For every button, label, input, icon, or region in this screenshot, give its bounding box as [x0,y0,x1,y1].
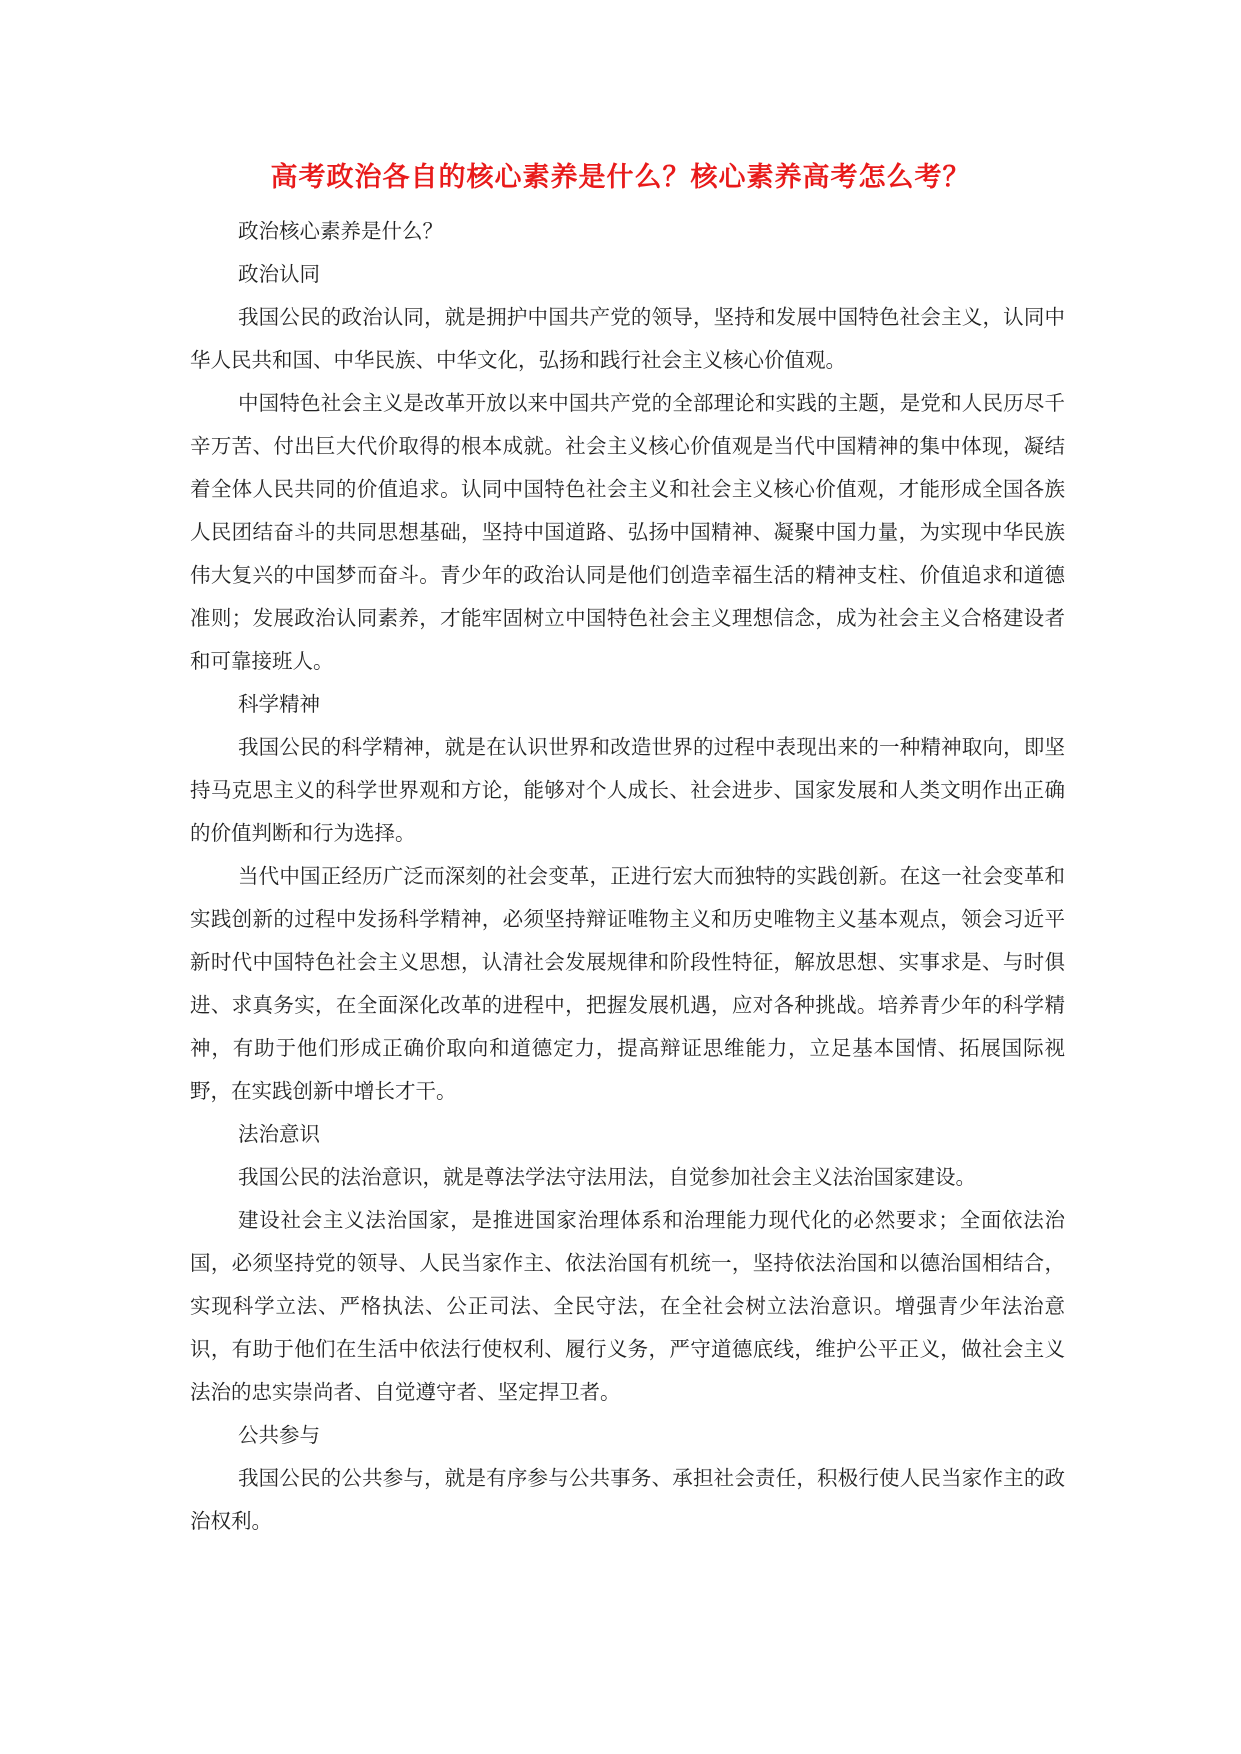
section-heading-scientific-spirit: 科学精神 [238,692,320,716]
paragraph-scientific-spirit-definition: 我国公民的科学精神，就是在认识世界和改造世界的过程中表现出来的一种精神取向，即坚持马克思主义的科学世界观和方论，能够对个人成长、社会进步、国家发展和人类文明作出正确的价值判断和行为选择。 [190,735,1065,845]
section-heading-public-participation: 公共参与 [238,1423,320,1447]
section-heading-rule-of-law: 法治意识 [238,1122,320,1146]
intro-question: 政治核心素养是什么？ [238,219,443,243]
paragraph-rule-of-law-definition: 我国公民的法治意识，就是尊法学法守法用法，自觉参加社会主义法治国家建设。 [238,1165,976,1189]
document-body [190,210,1065,1543]
document-title: 高考政治各自的核心素养是什么？核心素养高考怎么考？ [270,162,971,193]
paragraph-political-identity-detail: 中国特色社会主义是改革开放以来中国共产党的全部理论和实践的主题，是党和人民历尽千辛万苦、付出巨大代价取得的根本成就。社会主义核心价值观是当代中国精神的集中体现，凝结着全体人民共同的价值追求。认同中国特色社会主义和社会主义核心价值观，才能形成全国各族人民团结奋斗的共同思想基础，坚持中国道路、弘扬中国精神、凝聚中国力量，为实现中华民族伟大复兴的中国梦而奋斗。青少年的政治认同是他们创造幸福生活的精神支柱、价值追求和道德准则；发展政治认同素养，才能牢固树立中国特色社会主义理想信念，成为社会主义合格建设者和可靠接班人。 [190,391,1065,673]
paragraph-scientific-spirit-detail: 当代中国正经历广泛而深刻的社会变革，正进行宏大而独特的实践创新。在这一社会变革和实践创新的过程中发扬科学精神，必须坚持辩证唯物主义和历史唯物主义基本观点，领会习近平新时代中国特色社会主义思想，认清社会发展规律和阶段性特征，解放思想、实事求是、与时俱进、求真务实，在全面深化改革的进程中，把握发展机遇，应对各种挑战。培养青少年的科学精神，有助于他们形成正确价取向和道德定力，提高辩证思维能力，立足基本国情、拓展国际视野，在实践创新中增长才干。 [190,864,1065,1103]
section-heading-political-identity: 政治认同 [238,262,320,286]
paragraph-rule-of-law-detail: 建设社会主义法治国家，是推进国家治理体系和治理能力现代化的必然要求；全面依法治国，必须坚持党的领导、人民当家作主、依法治国有机统一，坚持依法治国和以德治国相结合，实现科学立法、严格执法、公正司法、全民守法，在全社会树立法治意识。增强青少年法治意识，有助于他们在生活中依法行使权利、履行义务，严守道德底线，维护公平正义，做社会主义法治的忠实崇尚者、自觉遵守者、坚定捍卫者。 [190,1208,1065,1404]
paragraph-public-participation-definition: 我国公民的公共参与，就是有序参与公共事务、承担社会责任，积极行使人民当家作主的政治权利。 [190,1466,1065,1533]
paragraph-political-identity-definition: 我国公民的政治认同，就是拥护中国共产党的领导，坚持和发展中国特色社会主义，认同中华人民共和国、中华民族、中华文化，弘扬和践行社会主义核心价值观。 [190,305,1065,372]
